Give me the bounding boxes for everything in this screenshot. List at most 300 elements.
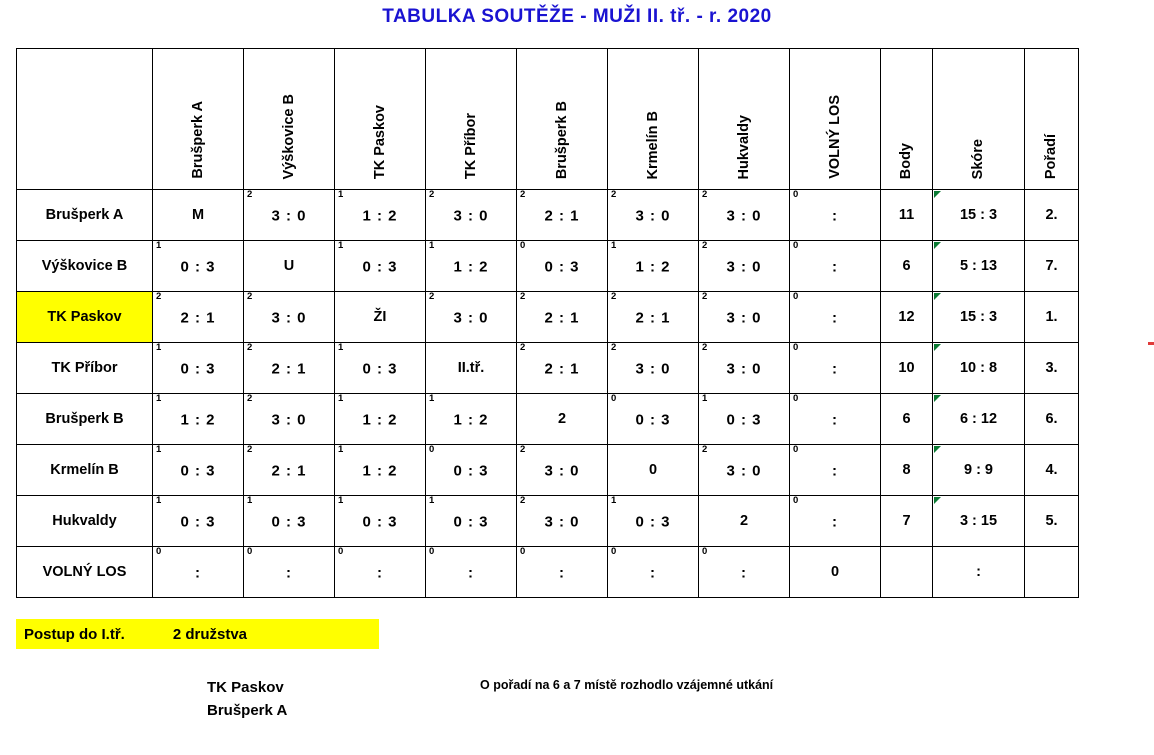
- match-cell-box: [790, 292, 880, 342]
- match-score: 0 : 3: [544, 258, 580, 276]
- match-points: 0: [429, 546, 435, 557]
- match-cell-box: [608, 496, 698, 546]
- match-points: 1: [338, 444, 344, 455]
- match-cell-box: [790, 394, 880, 444]
- match-points: 1: [429, 495, 435, 506]
- match-cell-box: [517, 496, 607, 546]
- rank-cell: 6.: [1025, 394, 1079, 445]
- match-result-cell: [426, 394, 517, 445]
- points-cell: 6: [881, 394, 933, 445]
- match-score: :: [832, 207, 838, 225]
- match-score: 2 : 1: [544, 360, 580, 378]
- match-cell-box: [426, 292, 516, 342]
- match-score: 3 : 0: [271, 207, 307, 225]
- match-score: 3 : 0: [726, 207, 762, 225]
- diagonal-cell: U: [244, 241, 335, 292]
- score-value: 3 : 15: [959, 513, 998, 529]
- match-result-cell: [517, 343, 608, 394]
- score-value: 15 : 3: [959, 207, 998, 223]
- score-cell: [933, 343, 1025, 394]
- match-points: 0: [793, 342, 799, 353]
- match-cell-box: [153, 445, 243, 495]
- match-cell-box: [244, 445, 334, 495]
- match-points: 0: [793, 240, 799, 251]
- match-result-cell: [608, 190, 699, 241]
- match-points: 2: [702, 240, 708, 251]
- match-score: 3 : 0: [635, 207, 671, 225]
- points-cell: 8: [881, 445, 933, 496]
- match-points: 1: [702, 393, 708, 404]
- match-cell-box: [517, 190, 607, 240]
- match-result-cell: [335, 394, 426, 445]
- match-points: 0: [429, 444, 435, 455]
- column-header-stat: [881, 49, 933, 190]
- team-name-cell: Brušperk B: [17, 394, 153, 445]
- match-points: 2: [520, 342, 526, 353]
- match-cell-box: [790, 241, 880, 291]
- match-result-cell: [335, 190, 426, 241]
- match-score: 2 : 1: [271, 462, 307, 480]
- match-cell-box: [335, 394, 425, 444]
- score-value: :: [976, 564, 981, 580]
- match-points: 0: [611, 546, 617, 557]
- match-cell-box: [517, 292, 607, 342]
- match-score: 2 : 1: [544, 207, 580, 225]
- promoted-team-2: Brušperk A: [207, 702, 288, 719]
- match-cell-box: [335, 496, 425, 546]
- match-cell-box: [335, 445, 425, 495]
- match-score: 0 : 3: [453, 462, 489, 480]
- points-cell: 11: [881, 190, 933, 241]
- comment-marker-icon: [934, 395, 941, 402]
- match-score: 0 : 3: [362, 513, 398, 531]
- match-result-cell: [608, 547, 699, 598]
- column-header-stat: [1025, 49, 1079, 190]
- diagonal-cell: ŽI: [335, 292, 426, 343]
- match-cell-box: [335, 343, 425, 393]
- promoted-team-1: TK Paskov: [207, 679, 284, 696]
- match-score: :: [832, 411, 838, 429]
- team-name-cell: VOLNÝ LOS: [17, 547, 153, 598]
- standings-table: [16, 48, 1079, 598]
- table-row: [17, 496, 1079, 547]
- table-header-row: [17, 49, 1079, 190]
- column-header-opponent: [426, 49, 517, 190]
- match-cell-box: [244, 343, 334, 393]
- diagonal-cell: M: [153, 190, 244, 241]
- match-result-cell: [426, 547, 517, 598]
- points-cell: [881, 547, 933, 598]
- match-result-cell: [426, 445, 517, 496]
- table-row: [17, 292, 1079, 343]
- table-row: [17, 241, 1079, 292]
- match-result-cell: [153, 343, 244, 394]
- match-points: 0: [793, 444, 799, 455]
- match-cell-box: [790, 343, 880, 393]
- match-points: 0: [793, 393, 799, 404]
- match-cell-box: [517, 343, 607, 393]
- match-cell-box: [426, 241, 516, 291]
- match-score: 0 : 3: [180, 258, 216, 276]
- match-cell-box: [699, 343, 789, 393]
- match-cell-box: [426, 394, 516, 444]
- match-cell-box: [790, 190, 880, 240]
- match-cell-box: [699, 292, 789, 342]
- match-score: :: [286, 564, 292, 582]
- match-score: :: [832, 513, 838, 531]
- match-cell-box: [517, 547, 607, 597]
- match-score: 1 : 2: [635, 258, 671, 276]
- match-score: 0 : 3: [271, 513, 307, 531]
- match-points: 2: [702, 189, 708, 200]
- match-result-cell: [335, 343, 426, 394]
- match-result-cell: [517, 190, 608, 241]
- match-cell-box: [153, 343, 243, 393]
- score-value: 10 : 8: [959, 360, 998, 376]
- match-points: 2: [611, 342, 617, 353]
- score-value: 5 : 13: [959, 258, 998, 274]
- match-result-cell: [790, 292, 881, 343]
- match-points: 2: [247, 189, 253, 200]
- column-header-label: Výškovice B: [280, 93, 297, 179]
- rank-cell: 4.: [1025, 445, 1079, 496]
- match-cell-box: [608, 343, 698, 393]
- table-row: [17, 190, 1079, 241]
- promotion-value: 2 družstva: [172, 625, 248, 643]
- match-cell-box: [426, 496, 516, 546]
- match-cell-box: [153, 241, 243, 291]
- match-cell-box: [790, 445, 880, 495]
- match-result-cell: [335, 547, 426, 598]
- rank-cell: [1025, 547, 1079, 598]
- match-result-cell: [244, 343, 335, 394]
- match-result-cell: [335, 445, 426, 496]
- match-result-cell: [699, 445, 790, 496]
- match-result-cell: [244, 547, 335, 598]
- score-cell: [933, 547, 1025, 598]
- rank-cell: 1.: [1025, 292, 1079, 343]
- match-result-cell: [517, 292, 608, 343]
- match-result-cell: [426, 496, 517, 547]
- rank-cell: 7.: [1025, 241, 1079, 292]
- match-result-cell: [790, 190, 881, 241]
- match-result-cell: [517, 496, 608, 547]
- match-result-cell: [244, 190, 335, 241]
- match-result-cell: [153, 394, 244, 445]
- match-points: 0: [520, 546, 526, 557]
- match-result-cell: [335, 496, 426, 547]
- match-points: 2: [247, 393, 253, 404]
- match-cell-box: [699, 190, 789, 240]
- match-cell-box: [699, 547, 789, 597]
- score-value: 9 : 9: [963, 462, 993, 478]
- diagonal-cell: 2: [517, 394, 608, 445]
- score-cell: [933, 394, 1025, 445]
- table-row: [17, 394, 1079, 445]
- match-cell-box: [699, 241, 789, 291]
- match-result-cell: [244, 292, 335, 343]
- header-corner-cell: [17, 49, 153, 190]
- match-score: 3 : 0: [726, 462, 762, 480]
- match-result-cell: [153, 496, 244, 547]
- match-score: :: [650, 564, 656, 582]
- promotion-label: Postup do I.tř.: [24, 625, 125, 643]
- match-points: 0: [247, 546, 253, 557]
- match-result-cell: [244, 445, 335, 496]
- match-score: 3 : 0: [726, 360, 762, 378]
- match-result-cell: [699, 343, 790, 394]
- column-header-label: Pořadí: [1043, 133, 1060, 179]
- match-cell-box: [426, 190, 516, 240]
- score-cell: [933, 445, 1025, 496]
- match-cell-box: [244, 292, 334, 342]
- match-score: 1 : 2: [362, 207, 398, 225]
- match-result-cell: [335, 241, 426, 292]
- match-score: 3 : 0: [453, 309, 489, 327]
- match-score: 2 : 1: [635, 309, 671, 327]
- column-header-label: Skóre: [970, 138, 987, 179]
- match-points: 0: [156, 546, 162, 557]
- diagonal-cell: 0: [790, 547, 881, 598]
- match-points: 2: [702, 291, 708, 302]
- match-points: 1: [611, 495, 617, 506]
- match-cell-box: [153, 496, 243, 546]
- match-result-cell: [699, 190, 790, 241]
- match-cell-box: [517, 241, 607, 291]
- diagonal-cell: 2: [699, 496, 790, 547]
- match-cell-box: [608, 292, 698, 342]
- match-cell-box: [699, 394, 789, 444]
- match-result-cell: [244, 394, 335, 445]
- match-points: 1: [156, 240, 162, 251]
- team-name-cell: Brušperk A: [17, 190, 153, 241]
- score-cell: [933, 292, 1025, 343]
- page-title: TABULKA SOUTĚŽE - MUŽI II. tř. - r. 2020: [382, 6, 772, 27]
- match-result-cell: [608, 241, 699, 292]
- match-cell-box: [335, 241, 425, 291]
- points-cell: 10: [881, 343, 933, 394]
- match-score: :: [832, 462, 838, 480]
- match-score: 0 : 3: [362, 258, 398, 276]
- match-score: :: [559, 564, 565, 582]
- match-points: 1: [338, 240, 344, 251]
- team-name-cell: Výškovice B: [17, 241, 153, 292]
- column-header-stat: [933, 49, 1025, 190]
- column-header-label: Brušperk B: [553, 100, 570, 179]
- match-result-cell: [790, 241, 881, 292]
- match-score: 3 : 0: [271, 309, 307, 327]
- match-cell-box: [426, 547, 516, 597]
- match-score: 0 : 3: [180, 513, 216, 531]
- column-header-opponent: [517, 49, 608, 190]
- match-points: 1: [338, 495, 344, 506]
- match-score: 3 : 0: [635, 360, 671, 378]
- comment-marker-icon: [934, 344, 941, 351]
- match-cell-box: [699, 445, 789, 495]
- team-name-cell: TK Příbor: [17, 343, 153, 394]
- match-cell-box: [335, 190, 425, 240]
- match-score: 3 : 0: [544, 513, 580, 531]
- match-points: 2: [520, 291, 526, 302]
- match-points: 2: [429, 189, 435, 200]
- match-result-cell: [608, 496, 699, 547]
- match-cell-box: [153, 292, 243, 342]
- match-score: 3 : 0: [544, 462, 580, 480]
- team-name-cell: Hukvaldy: [17, 496, 153, 547]
- column-header-label: Body: [898, 142, 915, 179]
- match-cell-box: [244, 394, 334, 444]
- rank-cell: 2.: [1025, 190, 1079, 241]
- match-score: 0 : 3: [362, 360, 398, 378]
- column-header-opponent: [153, 49, 244, 190]
- match-score: 1 : 2: [362, 411, 398, 429]
- match-cell-box: [790, 496, 880, 546]
- match-result-cell: [790, 394, 881, 445]
- match-points: 1: [338, 189, 344, 200]
- match-points: 2: [702, 342, 708, 353]
- match-cell-box: [244, 547, 334, 597]
- match-cell-box: [608, 241, 698, 291]
- match-cell-box: [153, 394, 243, 444]
- match-score: 0 : 3: [453, 513, 489, 531]
- match-result-cell: [517, 445, 608, 496]
- table-row: [17, 547, 1079, 598]
- match-result-cell: [790, 496, 881, 547]
- match-points: 0: [611, 393, 617, 404]
- column-header-label: TK Příbor: [462, 112, 479, 179]
- match-result-cell: [699, 547, 790, 598]
- match-cell-box: [335, 547, 425, 597]
- match-cell-box: [153, 547, 243, 597]
- rank-cell: 5.: [1025, 496, 1079, 547]
- match-points: 1: [611, 240, 617, 251]
- standings-table-wrapper: [16, 48, 1060, 598]
- match-score: :: [377, 564, 383, 582]
- match-result-cell: [608, 292, 699, 343]
- match-points: 1: [429, 240, 435, 251]
- match-score: :: [468, 564, 474, 582]
- match-score: :: [832, 309, 838, 327]
- match-result-cell: [699, 394, 790, 445]
- match-score: 0 : 3: [635, 513, 671, 531]
- column-header-opponent: [608, 49, 699, 190]
- match-points: 0: [793, 189, 799, 200]
- match-score: 3 : 0: [726, 309, 762, 327]
- match-points: 2: [247, 291, 253, 302]
- red-marker: [1148, 342, 1154, 345]
- match-score: 2 : 1: [180, 309, 216, 327]
- match-cell-box: [426, 445, 516, 495]
- match-points: 0: [793, 495, 799, 506]
- match-result-cell: [517, 241, 608, 292]
- diagonal-cell: 0: [608, 445, 699, 496]
- match-score: :: [832, 258, 838, 276]
- comment-marker-icon: [934, 242, 941, 249]
- match-result-cell: [153, 547, 244, 598]
- match-score: 3 : 0: [726, 258, 762, 276]
- match-points: 1: [156, 393, 162, 404]
- match-points: 1: [429, 393, 435, 404]
- team-name-cell: Krmelín B: [17, 445, 153, 496]
- comment-marker-icon: [934, 191, 941, 198]
- match-score: 1 : 2: [362, 462, 398, 480]
- match-points: 2: [520, 189, 526, 200]
- match-result-cell: [426, 292, 517, 343]
- match-points: 2: [611, 291, 617, 302]
- match-score: 1 : 2: [453, 258, 489, 276]
- score-value: 6 : 12: [959, 411, 998, 427]
- match-result-cell: [153, 292, 244, 343]
- match-result-cell: [608, 394, 699, 445]
- match-result-cell: [790, 343, 881, 394]
- match-points: 2: [156, 291, 162, 302]
- tiebreak-note: O pořadí na 6 a 7 místě rozhodlo vzájemné utkání: [480, 678, 774, 692]
- comment-marker-icon: [934, 497, 941, 504]
- match-result-cell: [153, 445, 244, 496]
- match-score: 2 : 1: [271, 360, 307, 378]
- match-points: 0: [338, 546, 344, 557]
- match-result-cell: [153, 241, 244, 292]
- team-name-cell: TK Paskov: [17, 292, 153, 343]
- match-points: 2: [429, 291, 435, 302]
- match-points: 2: [247, 342, 253, 353]
- match-cell-box: [517, 445, 607, 495]
- score-cell: [933, 190, 1025, 241]
- match-cell-box: [244, 496, 334, 546]
- score-value: 15 : 3: [959, 309, 998, 325]
- match-points: 1: [156, 342, 162, 353]
- match-result-cell: [699, 292, 790, 343]
- match-result-cell: [699, 241, 790, 292]
- match-points: 1: [338, 393, 344, 404]
- column-header-label: Krmelín B: [644, 110, 661, 179]
- match-cell-box: [608, 394, 698, 444]
- points-cell: 12: [881, 292, 933, 343]
- promoted-teams-list: [207, 676, 287, 722]
- match-score: :: [832, 360, 838, 378]
- diagonal-cell: II.tř.: [426, 343, 517, 394]
- column-header-opponent: [244, 49, 335, 190]
- column-header-label: Hukvaldy: [735, 114, 752, 179]
- match-score: :: [741, 564, 747, 582]
- score-cell: [933, 496, 1025, 547]
- promotion-banner: [16, 619, 379, 649]
- match-score: 3 : 0: [453, 207, 489, 225]
- match-points: 2: [702, 444, 708, 455]
- match-points: 1: [156, 495, 162, 506]
- match-score: :: [195, 564, 201, 582]
- column-header-label: Brušperk A: [189, 101, 206, 179]
- column-header-opponent: [790, 49, 881, 190]
- comment-marker-icon: [934, 293, 941, 300]
- match-score: 0 : 3: [180, 462, 216, 480]
- match-points: 2: [247, 444, 253, 455]
- match-cell-box: [608, 190, 698, 240]
- match-score: 0 : 3: [726, 411, 762, 429]
- match-score: 0 : 3: [635, 411, 671, 429]
- points-cell: 6: [881, 241, 933, 292]
- match-cell-box: [608, 547, 698, 597]
- table-row: [17, 445, 1079, 496]
- table-row: [17, 343, 1079, 394]
- match-points: 1: [247, 495, 253, 506]
- match-score: 2 : 1: [544, 309, 580, 327]
- match-cell-box: [244, 190, 334, 240]
- column-header-opponent: [699, 49, 790, 190]
- rank-cell: 3.: [1025, 343, 1079, 394]
- match-result-cell: [517, 547, 608, 598]
- points-cell: 7: [881, 496, 933, 547]
